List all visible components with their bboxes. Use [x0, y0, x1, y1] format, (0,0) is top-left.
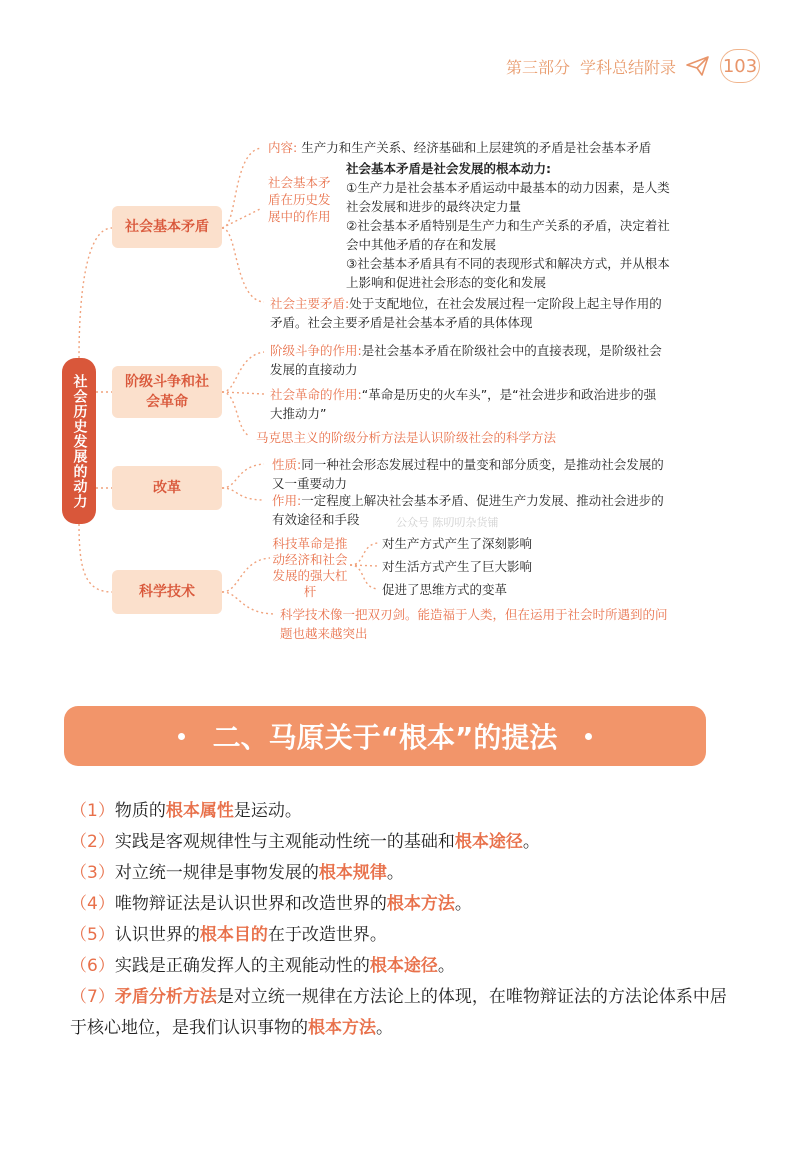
list-item: （5）认识世界的根本目的在于改造世界。 [70, 925, 387, 945]
section-title: 二、马原关于“根本”的提法 [212, 721, 558, 754]
b4-double-edged: 科学技术像一把双刃剑。能造福于人类，但在运用于社会时所遇到的问 题也越来越突出 [280, 607, 668, 641]
list-item: （6）实践是正确发挥人的主观能动性的根本途径。 [70, 956, 455, 976]
b3-effect: 作用:一定程度上解决社会基本矛盾、促进生产力发展、推动社会进步的 有效途径和手段 [272, 493, 664, 527]
bullet-dot [585, 733, 592, 740]
page-number: 103 [720, 49, 760, 83]
bullet-dot [178, 733, 185, 740]
list-item: （7）矛盾分析方法是对立统一规律在方法论上的体现，在唯物辩证法的方法论体系中居于核心地位，是我们认识事物的根本方法。 [70, 987, 727, 1038]
chapter-title: 学科总结附录 [579, 57, 676, 77]
fundamental-list [70, 796, 730, 1044]
b1-role-block: 社会基本矛盾是社会发展的根本动力: ①生产力是社会基本矛盾运动中最基本的动力因素，是人类 社会发展和进步的最终决定力量 ②社会基本矛盾特别是生产力和生产关系的矛盾，决定着社 会中其他矛盾的存在和发展 ③社会基本矛盾具有不同的表现形式和解决方式，并从根本 上影响和促进社会形态的变化和发展 [346, 161, 670, 290]
impact-item: 对生产方式产生了深刻影响 [382, 536, 533, 551]
b4-impacts [382, 534, 682, 599]
impact-item: 对生活方式产生了巨大影响 [382, 559, 533, 574]
impact-item: 促进了思维方式的变革 [382, 582, 508, 597]
branch-science-technology: 科学技术 [112, 570, 222, 614]
branch-basic-contradiction: 社会基本矛盾 [112, 206, 222, 248]
b1-content: 内容: 生产力和生产关系、经济基础和上层建筑的矛盾是社会基本矛盾 [268, 140, 652, 155]
b2-marxist-method: 马克思主义的阶级分析方法是认识阶级社会的科学方法 [256, 430, 557, 445]
branch-reform: 改革 [112, 466, 222, 510]
list-item: （2）实践是客观规律性与主观能动性统一的基础和根本途径。 [70, 832, 540, 852]
list-item: （3）对立统一规律是事物发展的根本规律。 [70, 863, 404, 883]
section-banner [64, 706, 706, 766]
b3-nature: 性质:同一种社会形态发展过程中的量变和部分质变，是推动社会发展的 又一重要动力 [272, 457, 664, 491]
branch-class-struggle: 阶级斗争和社会革命 [112, 366, 222, 418]
b1-role-label: 社会基本矛盾在历史发展中的作用 [268, 175, 331, 224]
b2-revolution-role: 社会革命的作用:“革命是历史的火车头”，是“社会进步和政治进步的强 大推动力” [270, 387, 657, 421]
part-label: 第三部分 [505, 57, 570, 77]
list-item: （4）唯物辩证法是认识世界和改造世界的根本方法。 [70, 894, 472, 914]
b2-class-struggle-role: 阶级斗争的作用:是社会基本矛盾在阶级社会中的直接表现，是阶级社会 发展的直接动力 [270, 343, 662, 377]
list-item: （1）物质的根本属性是运动。 [70, 801, 302, 821]
b1-main-contradiction: 社会主要矛盾:处于支配地位，在社会发展过程一定阶段上起主导作用的 矛盾。社会主要矛盾是社会基本矛盾的具体体现 [270, 296, 662, 330]
b4-lever: 科技革命是推动经济和社会发展的强大杠杆 [272, 536, 348, 599]
mindmap-root: 社会历史发展的动力 [62, 358, 96, 524]
watermark: 公众号 陈叨叨杂货铺 [396, 516, 499, 529]
